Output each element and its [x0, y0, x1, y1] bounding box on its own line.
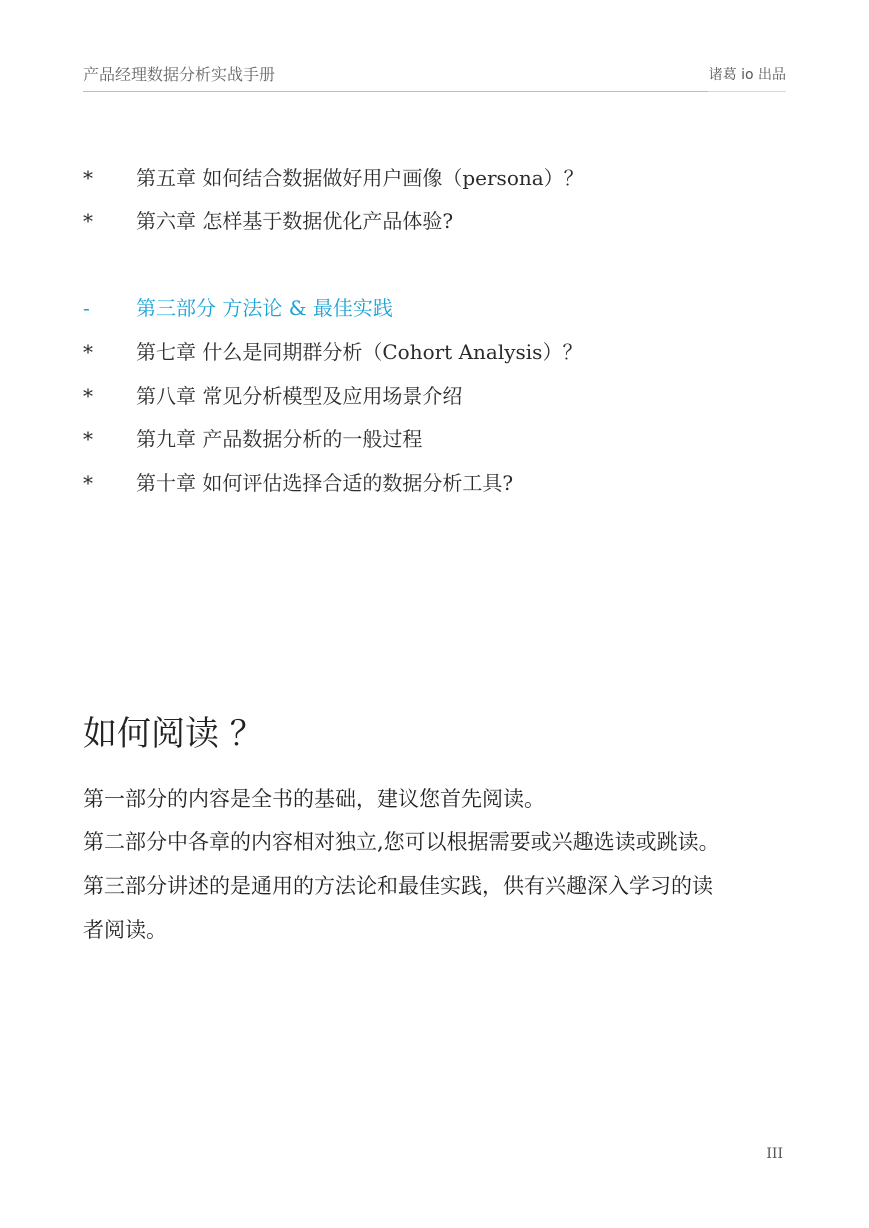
page-number: III — [766, 1146, 783, 1162]
toc-item-label: 第三部分 方法论 & 最佳实践 — [136, 296, 393, 320]
reading-paragraph-3: 第三部分讲述的是通用的方法论和最佳实践，供有兴趣深入学习的读 — [83, 874, 713, 898]
bullet-marker: * — [83, 427, 93, 451]
toc-item-label: 第七章 什么是同期群分析（Cohort Analysis）？ — [136, 340, 583, 364]
reading-paragraph-3-cont: 者阅读。 — [83, 918, 167, 942]
header-divider — [83, 91, 708, 92]
toc-item-label: 第八章 常见分析模型及应用场景介绍 — [136, 384, 463, 408]
how-to-read-heading: 如何阅读 ？ — [83, 714, 264, 754]
bullet-marker: * — [83, 166, 93, 190]
reading-paragraph-2: 第二部分中各章的内容相对独立,您可以根据需要或兴趣选读或跳读。 — [83, 830, 720, 854]
bullet-marker: * — [83, 384, 93, 408]
dash-marker: - — [83, 296, 90, 320]
toc-item-label: 第九章 产品数据分析的一般过程 — [136, 427, 423, 451]
book-title: 产品经理数据分析实战手册 — [83, 65, 276, 84]
toc-item-label: 第六章 怎样基于数据优化产品体验? — [136, 209, 454, 233]
reading-paragraph-1: 第一部分的内容是全书的基础，建议您首先阅读。 — [83, 787, 545, 811]
page-header — [83, 62, 786, 92]
publisher-brand: 诸葛 io 出品 — [708, 67, 786, 83]
toc-item-label: 第十章 如何评估选择合适的数据分析工具? — [136, 471, 514, 495]
bullet-marker: * — [83, 209, 93, 233]
bullet-marker: * — [83, 340, 93, 364]
toc-item-label: 第五章 如何结合数据做好用户画像（persona）？ — [136, 166, 584, 190]
header-divider-right — [708, 91, 786, 92]
bullet-marker: * — [83, 471, 93, 495]
